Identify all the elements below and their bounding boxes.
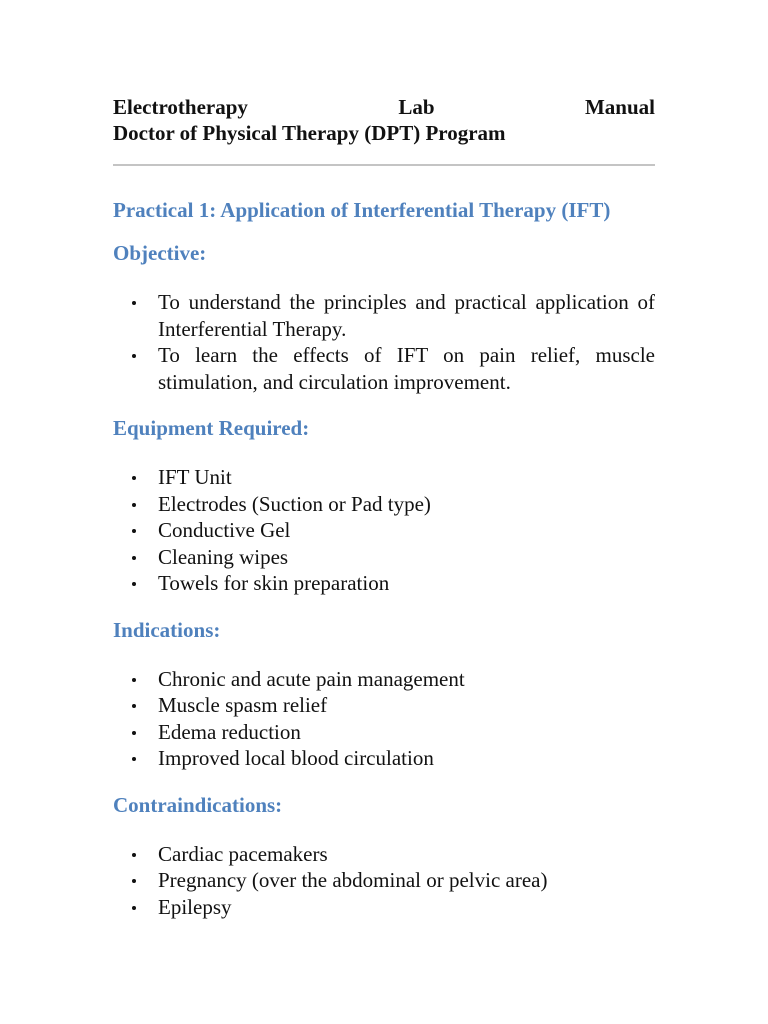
indications-list — [113, 666, 655, 772]
bullet-icon — [132, 503, 136, 507]
indications-heading: Indications: — [113, 617, 221, 642]
list-item — [113, 517, 655, 544]
list-item-text: Conductive Gel — [158, 518, 291, 542]
document-page — [113, 94, 655, 920]
list-item — [113, 894, 655, 921]
list-item — [113, 692, 655, 719]
list-item-text: To understand the principles and practical application of Interferential Therapy. — [158, 290, 655, 341]
objective-heading: Objective: — [113, 241, 207, 265]
list-item-text: Cleaning wipes — [158, 544, 289, 569]
list-item — [113, 867, 655, 894]
document-subtitle: Doctor of Physical Therapy (DPT) Program — [113, 121, 506, 145]
bullet-icon — [132, 879, 136, 883]
list-item — [113, 491, 655, 518]
list-item-text: Muscle spasm relief — [158, 693, 328, 717]
document-header — [113, 94, 655, 146]
list-item-text: Electrodes (Suction or Pad type) — [158, 491, 431, 516]
bullet-icon — [132, 757, 136, 761]
list-item — [113, 570, 655, 597]
list-item — [113, 464, 655, 491]
objective-list — [113, 289, 655, 395]
bullet-icon — [132, 704, 136, 708]
list-item-text: Improved local blood circulation — [158, 746, 434, 770]
list-item-text: IFT Unit — [158, 465, 232, 489]
list-item-text: Cardiac pacemakers — [158, 841, 328, 866]
bullet-icon — [132, 906, 136, 910]
bullet-icon — [132, 678, 136, 682]
list-item-text: Chronic and acute pain management — [158, 666, 465, 691]
horizontal-divider — [113, 164, 655, 166]
contraindications-list — [113, 841, 655, 921]
list-item — [113, 745, 655, 772]
title-word: Manual — [584, 95, 655, 119]
contraindications-heading: Contraindications: — [113, 792, 283, 817]
bullet-icon — [132, 529, 136, 533]
list-item — [113, 841, 655, 868]
bullet-icon — [132, 556, 136, 560]
title-word: Lab — [398, 95, 435, 119]
list-item-text: To learn the effects of IFT on pain relief, muscle stimulation, and circulation improvement. — [158, 343, 655, 394]
bullet-icon — [132, 582, 136, 586]
list-item — [113, 289, 655, 342]
bullet-icon — [132, 354, 136, 358]
bullet-icon — [132, 853, 136, 857]
list-item-text: Pregnancy (over the abdominal or pelvic area) — [158, 868, 548, 892]
practical-title: Practical 1: Application of Interferential Therapy (IFT) — [113, 198, 611, 222]
list-item — [113, 544, 655, 571]
equipment-list — [113, 464, 655, 597]
list-item — [113, 719, 655, 746]
document-title — [113, 94, 655, 120]
list-item — [113, 342, 655, 395]
list-item-text: Towels for skin preparation — [158, 571, 390, 595]
list-item — [113, 666, 655, 693]
bullet-icon — [132, 301, 136, 305]
bullet-icon — [132, 731, 136, 735]
list-item-text: Edema reduction — [158, 719, 301, 744]
equipment-heading: Equipment Required: — [113, 416, 310, 440]
list-item-text: Epilepsy — [158, 894, 232, 919]
title-word: Electrotherapy — [113, 95, 248, 119]
bullet-icon — [132, 476, 136, 480]
